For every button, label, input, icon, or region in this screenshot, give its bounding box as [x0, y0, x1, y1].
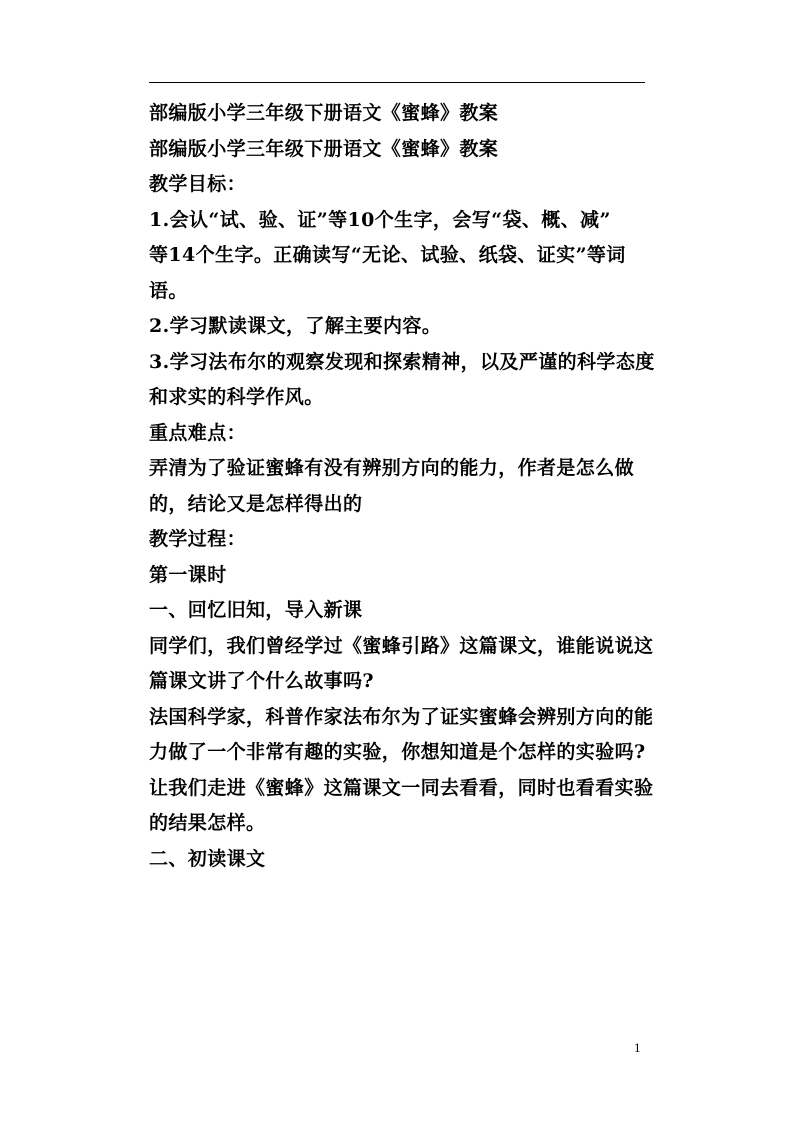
paragraph-line: 1.会认“试、验、证”等10个生字，会写“袋、概、减”	[149, 208, 611, 231]
heading-first-lesson: 第一课时	[149, 563, 227, 586]
paragraph-line: 的结果怎样。	[149, 812, 266, 834]
doc-title: 部编版小学三年级下册语文《蜜蜂》教案	[149, 102, 499, 124]
header-rule	[149, 82, 645, 83]
paragraph-line: 的，结论又是怎样得出的	[149, 492, 363, 515]
paragraph-line: 2.学习默读课文，了解主要内容。	[149, 315, 442, 337]
paragraph-line: 弄清为了验证蜜蜂有没有辨别方向的能力，作者是怎么做	[149, 457, 635, 479]
heading-section-two: 二、初读课文	[149, 847, 266, 870]
heading-teaching-process: 教学过程：	[149, 528, 247, 550]
document-body	[149, 96, 655, 877]
paragraph-line: 同学们，我们曾经学过《蜜蜂引路》这篇课文，谁能说说这	[149, 634, 654, 657]
paragraph-line: 法国科学家，科普作家法布尔为了证实蜜蜂会辨别方向的能	[149, 705, 654, 728]
doc-title-repeat: 部编版小学三年级下册语文《蜜蜂》教案	[149, 137, 499, 160]
heading-key-difficulties: 重点难点：	[149, 421, 247, 444]
heading-teaching-goals: 教学目标：	[149, 173, 247, 195]
paragraph-line: 篇课文讲了个什么故事吗?	[149, 670, 374, 692]
paragraph-line: 力做了一个非常有趣的实验，你想知道是个怎样的实验吗?	[149, 741, 646, 763]
paragraph-line: 等14个生字。正确读写“无论、试验、纸袋、证实”等词	[149, 244, 626, 266]
heading-section-one: 一、回忆旧知，导入新课	[149, 599, 363, 621]
page-number: 1	[634, 1040, 641, 1055]
paragraph-line: 让我们走进《蜜蜂》这篇课文一同去看看，同时也看看实验	[149, 776, 654, 799]
paragraph-line: 语。	[149, 279, 188, 302]
paragraph-line: 3.学习法布尔的观察发现和探索精神，以及严谨的科学态度	[149, 350, 655, 373]
paragraph-line: 和求实的科学作风。	[149, 386, 324, 408]
